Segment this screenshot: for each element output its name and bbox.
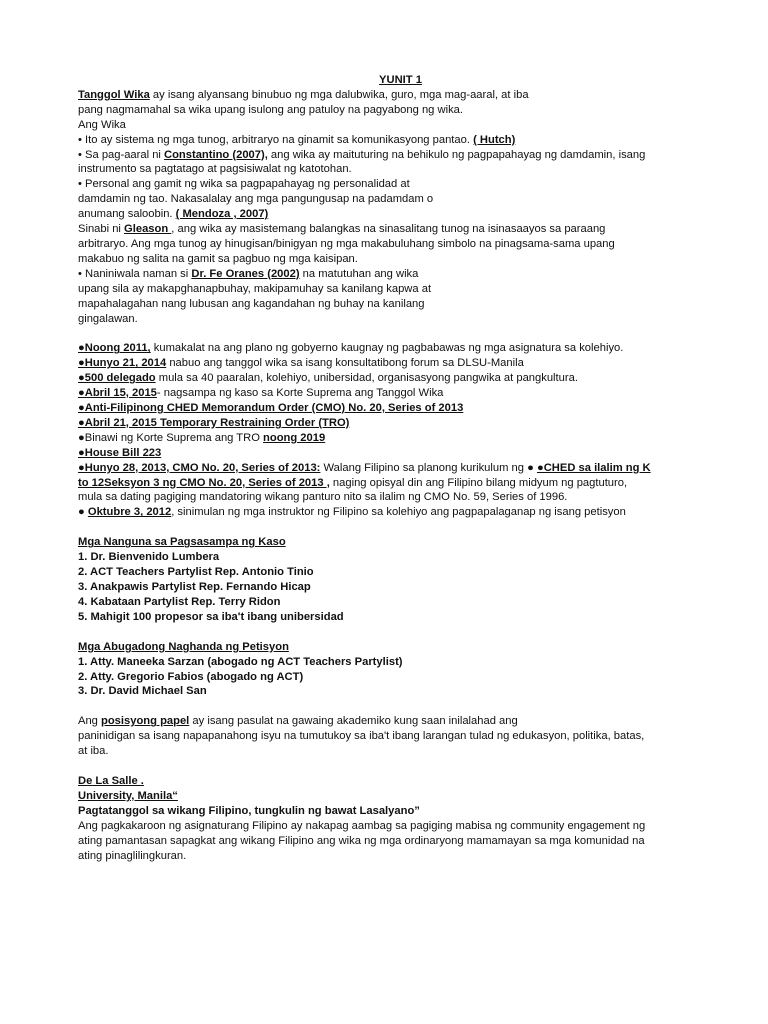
term-posisyong-papel: posisyong papel [101,715,190,728]
list-item: 5. Mahigit 100 propesor sa iba't ibang unibersidad [78,610,344,623]
section-heading-dlsu: University, Manila“ [78,789,178,802]
timeline-item: ●Hunyo 28, 2013, CMO No. 20, Series of 2013: Walang Filipino sa planong kurikulum ng ● ●CHED sa ilalim ng K [78,461,651,474]
text-line: damdamin ng tao. Nakasalalay ang mga pangungusap na padamdam o [78,193,434,206]
citation: Gleason [124,223,172,236]
list-item: 3. Dr. David Michael San [78,685,207,698]
spacer [78,699,693,714]
spacer [78,326,693,341]
list-item: 3. Anakpawis Partylist Rep. Fernando Hicap [78,581,311,593]
text-line: ating pinaglilingkuran. [78,849,187,862]
list-item: 2. Atty. Gregorio Fabios (abogado ng ACT) [78,670,304,683]
timeline-item: ●Noong 2011, kumakalat na ang plano ng gobyerno kaugnay ng pagbabawas ng mga asignatura sa kolehiyo. [78,342,624,355]
bullet-line: • Naniniwala naman si Dr. Fe Oranes (2002) na matutuhan ang wika [78,267,419,280]
text-line: makabuo ng salita na gamit sa pagbuo ng mga kaisipan. [78,252,358,265]
text-line: Ang pagkakaroon ng asignaturang Filipino ay nakapag aambag sa pagiging mabisa ng community engagement ng [78,819,646,832]
citation: Constantino (2007), [164,148,268,161]
term-tanggol-wika: Tanggol Wika [78,88,150,101]
list-item: 4. Kabataan Partylist Rep. Terry Ridon [78,595,281,608]
text-line: ating pamantasan sapagkat ang wikang Filipino ang wika ng mga ordinaryong mamamayan sa mga komunidad na [78,834,645,847]
list-item: 2. ACT Teachers Partylist Rep. Antonio Tinio [78,566,314,579]
text-line: paninidigan sa isang napapanahong isyu na tumutukoy sa iba't ibang larangan tulad ng edukasyon, politika, batas, [78,730,645,743]
text-line: anumang saloobin. ( Mendoza , 2007) [78,208,269,221]
bullet-line: • Ito ay sistema ng mga tunog, arbitraryo na ginamit sa komunikasyong pantao. ( Hutch) [78,133,516,146]
text-line: at iba. [78,745,109,758]
citation: ( Hutch) [473,133,516,146]
citation: ( Mendoza , 2007) [175,208,269,221]
text-line: Sinabi ni Gleason , ang wika ay masistemang balangkas na sinasalitang tunog na isinasaayos sa paraang [78,223,606,236]
timeline-item: to 12Seksyon 3 ng CMO No. 20, Series of 2013 , naging opisyal din ang Filipino bilang midyum ng pagtuturo, [78,476,628,489]
text-line: Ang posisyong papel ay isang pasulat na gawaing akademiko kung saan inilalahad ang [78,715,518,728]
section-heading-nanguna: Mga Nanguna sa Pagsasampa ng Kaso [78,536,286,549]
timeline-item: ● Oktubre 3, 2012, sinimulan ng mga instruktor ng Filipino sa kolehiyo ang pagpapalaganap ng isang petisyon [78,506,626,519]
timeline-item: ●House Bill 223 [78,446,162,459]
document-body [78,73,693,864]
timeline-item: ●Anti-Filipinong CHED Memorandum Order (CMO) No. 20, Series of 2013 [78,402,464,415]
text-line: arbitraryo. Ang mga tunog ay hinugisan/binigyan ng mga makabuluhang simbolo na pinagsama-sama upang [78,237,615,250]
timeline-item: ●Hunyo 21, 2014 nabuo ang tanggol wika sa isang konsultatibong forum sa DLSU-Manila [78,357,524,370]
citation: Dr. Fe Oranes (2002) [191,267,300,280]
list-item: 1. Dr. Bienvenido Lumbera [78,551,220,564]
timeline-item: ●500 delegado mula sa 40 paaralan, kolehiyo, unibersidad, organisasyong pangwika at pangkultura. [78,372,578,385]
text-line: mapahalagahan nang lubusan ang kagandahan ng buhay na kanilang [78,297,425,310]
bullet-line: • Sa pag-aaral ni Constantino (2007), ang wika ay maituturing na behikulo ng pagpapahayag ng damdamin, isang [78,148,646,161]
spacer [78,520,693,535]
section-heading-dlsu: De La Salle . [78,775,144,788]
text-line: mula sa dating pagiging mandatoring wikang panturo nito sa ilalim ng CMO No. 59, Series of 1996. [78,491,568,504]
bullet-line: • Personal ang gamit ng wika sa pagpapahayag ng personalidad at [78,178,410,191]
text-line: gingalawan. [78,312,138,325]
text-line: upang sila ay makapghanapbuhay, makipamuhay sa kanilang kapwa at [78,282,432,295]
timeline-item: ●Abril 21, 2015 Temporary Restraining Order (TRO) [78,416,350,429]
list-item: 1. Atty. Maneeka Sarzan (abogado ng ACT Teachers Partylist) [78,655,403,668]
section-heading-ang-wika: Ang Wika [78,118,126,131]
quote-line: Pagtatanggol sa wikang Filipino, tungkulin ng bawat Lasalyano” [78,804,420,817]
intro-line: Tanggol Wika ay isang alyansang binubuo ng mga dalubwika, guro, mga mag-aaral, at iba [78,88,529,101]
timeline-item: ●Abril 15, 2015- nagsampa ng kaso sa Korte Suprema ang Tanggol Wika [78,387,444,400]
text-line: instrumento sa pagtatago at pagsisiwalat ng katotohan. [78,163,352,176]
spacer [78,759,693,774]
spacer [78,625,693,640]
timeline-item: ●Binawi ng Korte Suprema ang TRO noong 2019 [78,431,326,444]
page-title: YUNIT 1 [379,74,422,86]
section-heading-abugado: Mga Abugadong Naghanda ng Petisyon [78,640,289,653]
intro-line: pang nagmamahal sa wika upang isulong ang patuloy na pagyabong ng wika. [78,103,464,116]
